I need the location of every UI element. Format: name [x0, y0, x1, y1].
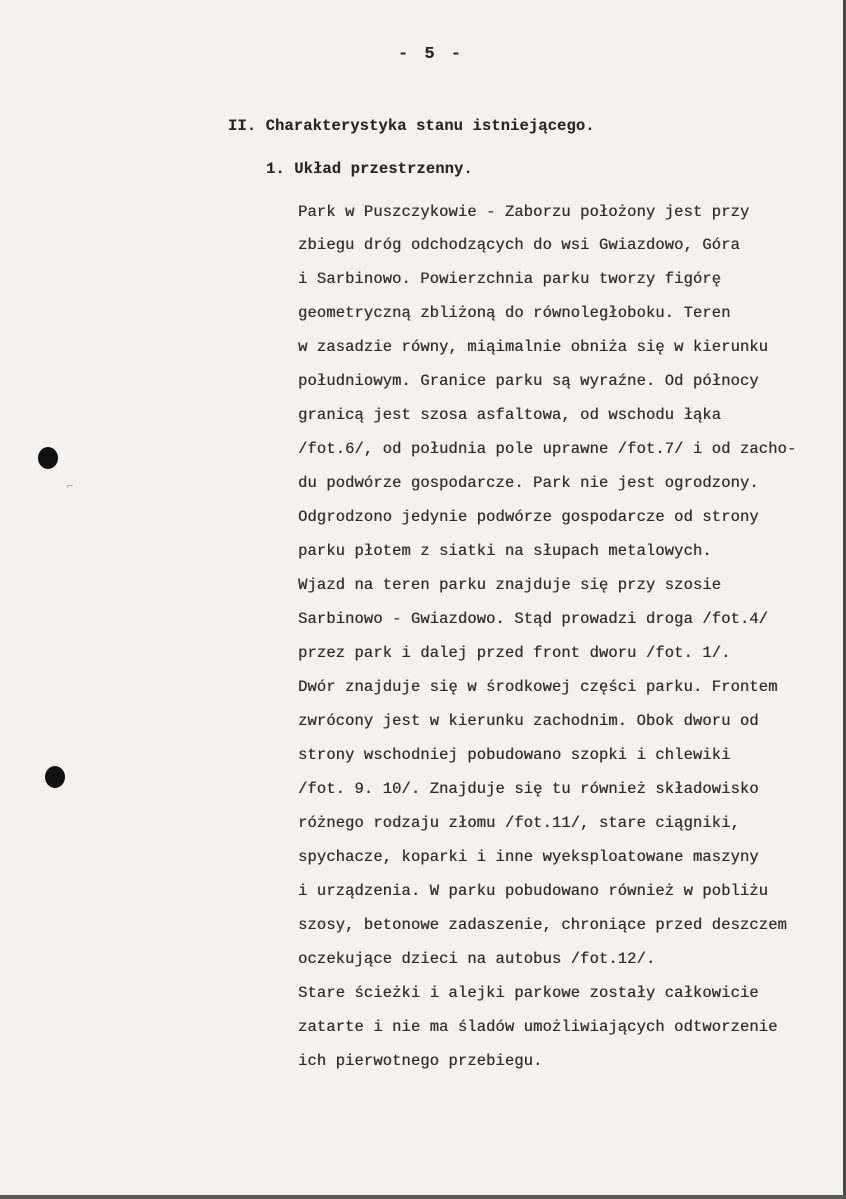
section-heading: II. Charakterystyka stanu istniejącego.: [228, 117, 595, 135]
punch-hole: [38, 447, 58, 469]
body-line: zwrócony jest w kierunku zachodnim. Obok dworu od: [298, 712, 759, 730]
body-line: zbiegu dróg odchodzących do wsi Gwiazdowo, Góra: [298, 236, 740, 254]
body-line: południowym. Granice parku są wyraźne. Od północy: [298, 372, 759, 390]
body-line: Park w Puszczykowie - Zaborzu położony jest przy: [298, 203, 750, 221]
body-line: przez park i dalej przed front dworu /fot. 1/.: [298, 644, 731, 662]
punch-hole: [45, 766, 65, 788]
body-line: zatarte i nie ma śladów umożliwiających odtworzenie: [298, 1018, 778, 1036]
body-line: Odgrodzono jedynie podwórze gospodarcze od strony: [298, 508, 759, 526]
body-line: geometryczną zbliżoną do równoległoboku. Teren: [298, 304, 731, 322]
body-line: oczekujące dzieci na autobus /fot.12/.: [298, 950, 656, 968]
body-line: /fot.6/, od południa pole uprawne /fot.7/ i od zacho-: [298, 440, 797, 458]
body-line: Stare ścieżki i alejki parkowe zostały całkowicie: [298, 984, 759, 1002]
body-line: różnego rodzaju złomu /fot.11/, stare ciągniki,: [298, 814, 740, 832]
body-line: szosy, betonowe zadaszenie, chroniące przed deszczem: [298, 916, 787, 934]
body-line: Dwór znajduje się w środkowej części parku. Frontem: [298, 678, 778, 696]
body-line: Sarbinowo - Gwiazdowo. Stąd prowadzi droga /fot.4/: [298, 610, 769, 628]
body-line: i Sarbinowo. Powierzchnia parku tworzy figórę: [298, 270, 722, 288]
body-line: i urządzenia. W parku pobudowano również w pobliżu: [298, 882, 769, 900]
page-number: - 5 -: [398, 45, 465, 64]
body-line: /fot. 9. 10/. Znajduje się tu również składowisko: [298, 780, 759, 798]
subsection-heading: 1. Układ przestrzenny.: [266, 160, 473, 178]
body-line: w zasadzie równy, miąimalnie obniża się w kierunku: [298, 338, 769, 356]
scan-edge-bottom: [0, 1195, 846, 1199]
body-line: strony wschodniej pobudowano szopki i chlewiki: [298, 746, 731, 764]
body-line: du podwórze gospodarcze. Park nie jest ogrodzony.: [298, 474, 759, 492]
body-line: Wjazd na teren parku znajduje się przy szosie: [298, 576, 722, 594]
body-line: ich pierwotnego przebiegu.: [298, 1052, 543, 1070]
paper-speck: ⌐: [66, 482, 74, 492]
body-line: parku płotem z siatki na słupach metalowych.: [298, 542, 712, 560]
body-line: spychacze, koparki i inne wyeksploatowane maszyny: [298, 848, 759, 866]
body-line: granicą jest szosa asfaltowa, od wschodu łąka: [298, 406, 722, 424]
